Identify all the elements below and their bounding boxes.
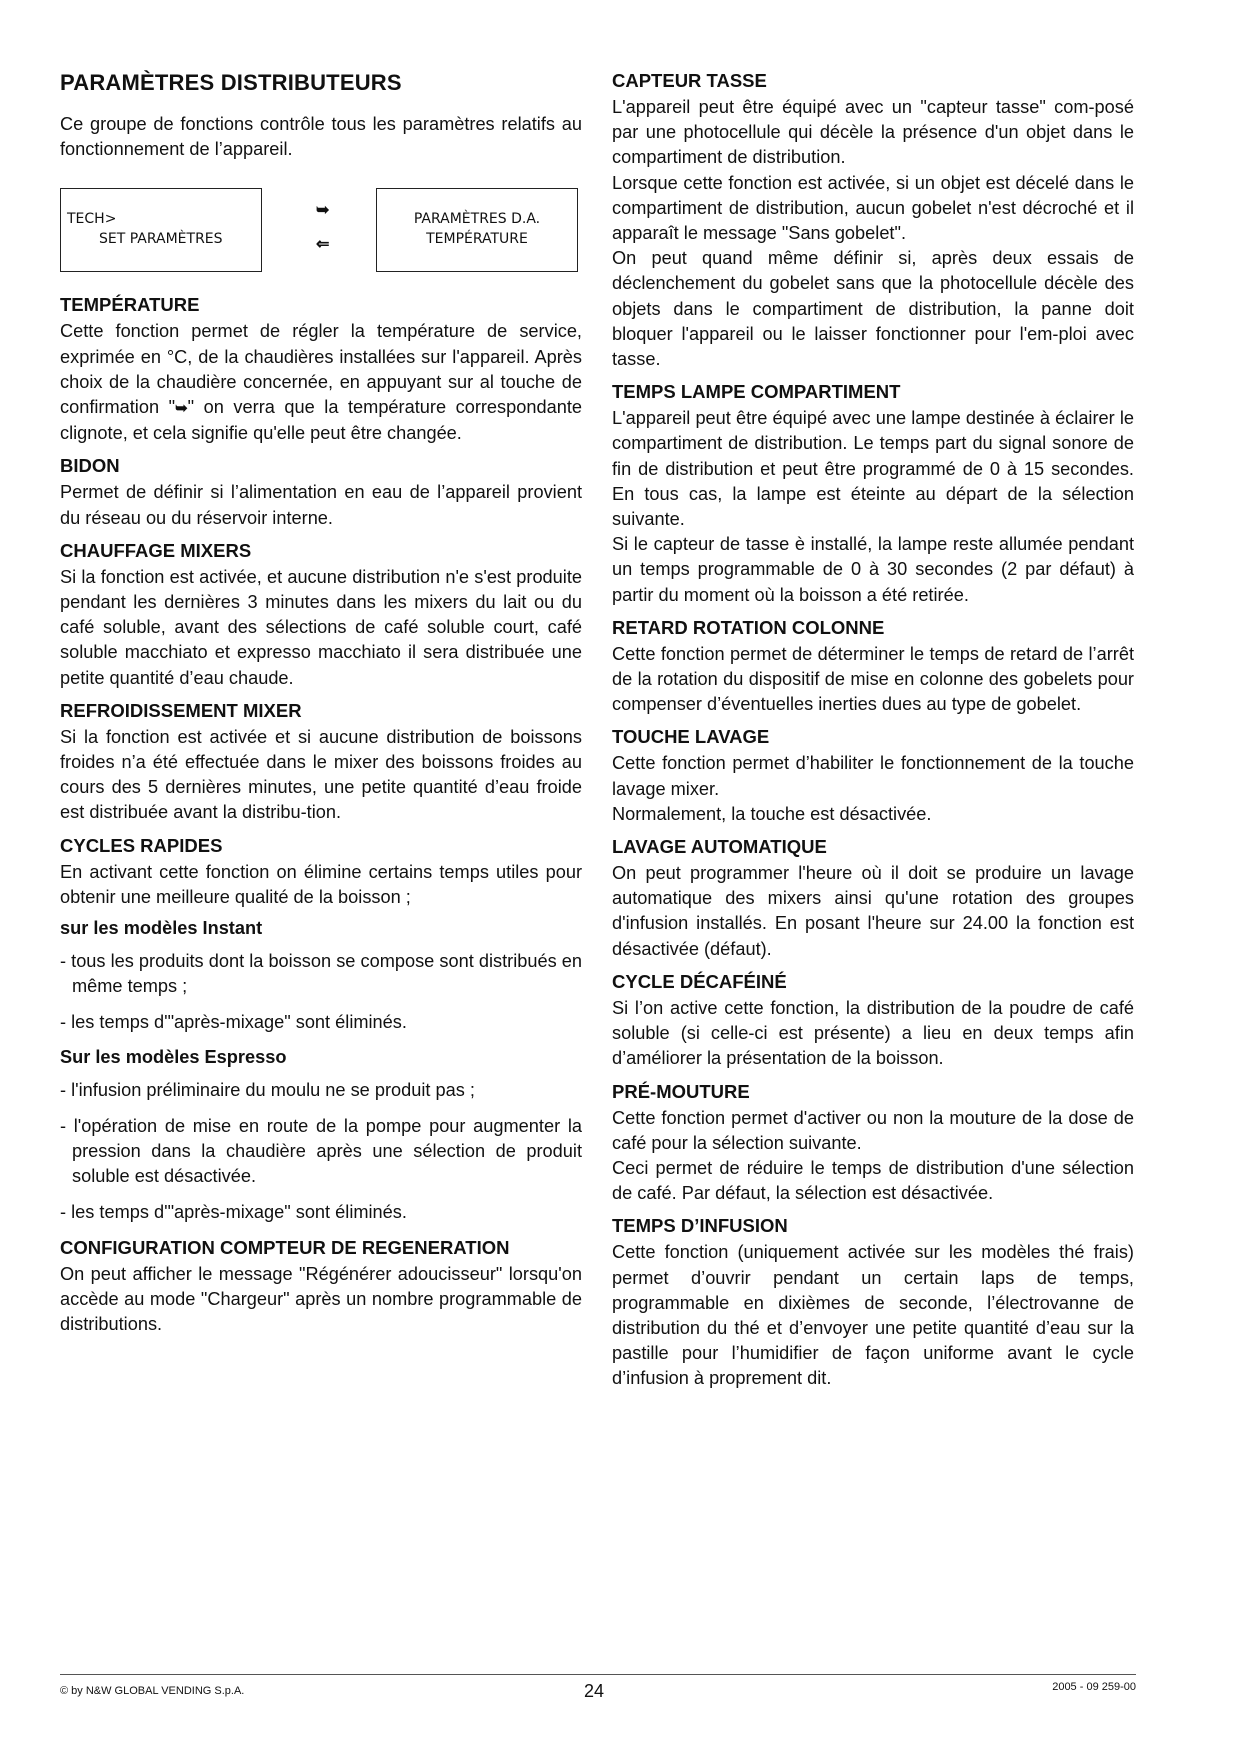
display-param-line1: PARAMÈTRES D.A. bbox=[413, 211, 541, 228]
display-tech-line2: SET PARAMÈTRES bbox=[99, 231, 223, 248]
heading-touche-lavage: TOUCHE LAVAGE bbox=[612, 726, 770, 748]
page-number: 24 bbox=[584, 1681, 605, 1701]
lampe-paragraph-2: Si le capteur de tasse è installé, la lampe reste allumée pendant un temps programmable de 0 à 30 secondes (2 par défaut) à partir du moment où la boisson a été retirée. bbox=[612, 534, 1134, 605]
instant-list-item: - les temps d'"après-mixage" sont éliminés. bbox=[60, 1012, 407, 1033]
left-column bbox=[60, 60, 582, 1337]
configuration-paragraph: On peut afficher le message "Régénérer adoucisseur" lorsqu'on accède au mode "Chargeur" après un nombre programmable de distributions. bbox=[60, 1263, 582, 1335]
display-tech-menu bbox=[60, 188, 262, 272]
heading-configuration-compteur: CONFIGURATION COMPTEUR DE REGENERATION bbox=[60, 1236, 510, 1258]
right-column bbox=[612, 60, 1134, 1392]
display-parameters-menu bbox=[376, 188, 578, 272]
heading-pre-mouture: PRÉ-MOUTURE bbox=[612, 1080, 750, 1102]
capteur-paragraph-1: L'appareil peut être équipé avec un "capteur tasse" com-posé par une photocellule qui décèle la présence d'un objet dans le compartiment de distribution. bbox=[612, 97, 1134, 168]
touche-paragraph-2: Normalement, la touche est désactivée. bbox=[612, 803, 932, 824]
espresso-subheading: Sur les modèles Espresso bbox=[60, 1046, 287, 1067]
heading-temps-infusion: TEMPS D’INFUSION bbox=[612, 1215, 788, 1237]
heading-bidon: BIDON bbox=[60, 455, 120, 477]
heading-cycles-rapides: CYCLES RAPIDES bbox=[60, 834, 223, 856]
footer-divider bbox=[60, 1674, 1136, 1675]
temperature-text-2: " on verra que la température correspondante clignote, et cela signifie qu'elle peut être changée. bbox=[60, 397, 582, 444]
heading-cycle-decafeine: CYCLE DÉCAFÉINÉ bbox=[612, 970, 787, 992]
touche-paragraph-1: Cette fonction permet d’habiliter le fonctionnement de la touche lavage mixer. bbox=[612, 753, 1134, 799]
temperature-paragraph bbox=[60, 319, 582, 446]
capteur-paragraph-2: Lorsque cette fonction est activée, si un objet est décelé dans le compartiment de distribution, aucun gobelet n'est décroché et il apparaît le message "Sans gobelet". bbox=[612, 172, 1134, 244]
decafeine-paragraph: Si l’on active cette fonction, la distribution de la poudre de café soluble (si celle-ci est présente) a lieu en deux temps afin d’améliorer la présentation de la boisson. bbox=[612, 997, 1134, 1069]
heading-retard-rotation: RETARD ROTATION COLONNE bbox=[612, 616, 885, 638]
heading-chauffage-mixers: CHAUFFAGE MIXERS bbox=[60, 539, 252, 561]
bidon-paragraph: Permet de définir si l’alimentation en eau de l’appareil provient du réseau ou du réservoir interne. bbox=[60, 482, 582, 528]
heading-capteur-tasse: CAPTEUR TASSE bbox=[612, 70, 767, 91]
display-tech-line1: TECH> bbox=[67, 211, 117, 228]
chauffage-paragraph: Si la fonction est activée, et aucune distribution n'e s'est produite pendant les dernières 3 minutes dans les mixers du lait ou du café soluble, avant des sélections de café soluble court, café soluble macchiato et expresso macchiato il sera distribuée une petite quantité d’eau chaude. bbox=[60, 566, 582, 688]
lavage-auto-paragraph: On peut programmer l'heure où il doit se produire un lavage automatique des mixers ainsi qu'une rotation des groupes d'infusion installés. En posant l'heure sur 24.00 la fonction est désactivée (défaut). bbox=[612, 863, 1134, 959]
instant-subheading: sur les modèles Instant bbox=[60, 918, 263, 939]
display-param-line2: TEMPÉRATURE bbox=[426, 231, 528, 248]
page-title: PARAMÈTRES DISTRIBUTEURS bbox=[60, 70, 402, 95]
heading-refroidissement: REFROIDISSEMENT MIXER bbox=[60, 699, 302, 721]
infusion-paragraph: Cette fonction (uniquement activée sur les modèles thé frais) permet d’ouvrir pendant un certain laps de temps, programmable en dixièmes de seconde, l’électrovanne de distribution du thé et d’envoyer une petite quantité d’eau sur la pastille pour l’humidifier de façon uniforme avant le cycle d’infusion à proprement dit. bbox=[612, 1242, 1134, 1389]
cycles-paragraph: En activant cette fonction on élimine certains temps utiles pour obtenir une meilleure qualité de la boisson ; bbox=[60, 861, 582, 907]
intro-paragraph: Ce groupe de fonctions contrôle tous les paramètres relatifs au fonctionnement de l’appareil. bbox=[60, 114, 582, 160]
enter-arrow-icon: ➥ bbox=[316, 202, 330, 220]
heading-lavage-automatique: LAVAGE AUTOMATIQUE bbox=[612, 836, 827, 858]
heading-temps-lampe: TEMPS LAMPE COMPARTIMENT bbox=[612, 381, 901, 403]
confirm-key-icon: ➥ bbox=[175, 400, 188, 418]
display-navigation bbox=[60, 188, 582, 274]
instant-list-item: - tous les produits dont la boisson se compose sont distribués en même temps ; bbox=[60, 951, 582, 997]
footer-doc-code: 2005 - 09 259-00 bbox=[1052, 1681, 1136, 1693]
heading-temperature: TEMPÉRATURE bbox=[60, 294, 200, 316]
lampe-paragraph-1: L'appareil peut être équipé avec une lampe destinée à éclairer le compartiment de distribution. Le temps part du signal sonore de fin de distribution et peut être programmé de 0 à 15 secondes. En tous cas, la lampe est éteinte au départ de la sélection suivante. bbox=[612, 408, 1134, 530]
back-arrow-icon: ⇐ bbox=[316, 236, 330, 254]
espresso-list-item: - l'opération de mise en route de la pompe pour augmenter la pression dans la chaudière après une sélection de produit soluble est désactivée. bbox=[60, 1115, 582, 1187]
capteur-paragraph-3: On peut quand même définir si, après deux essais de déclenchement du gobelet sans que la photocellule décèle des objets dans le compartiment de distribution, la panne doit bloquer l'appareil ou le laisser fonctionner pour l'em-ploi avec tasse. bbox=[612, 248, 1134, 370]
temperature-text-1: Cette fonction permet de régler la température de service, exprimée en °C, de la chaudières installées sur l'appareil. Après choix de la chaudière concernée, en appuyant sur al touche de confirmation " bbox=[60, 321, 582, 418]
premouture-paragraph-1: Cette fonction permet d'activer ou non la mouture de la dose de café pour la sélection suivante. bbox=[612, 1107, 1134, 1153]
retard-paragraph: Cette fonction permet de déterminer le temps de retard de l’arrêt de la rotation du dispositif de mise en colonne des gobelets pour compenser d’éventuelles inerties dues au type de gobelet. bbox=[612, 643, 1134, 715]
espresso-list-item: - l'infusion préliminaire du moulu ne se produit pas ; bbox=[60, 1079, 475, 1100]
refroidissement-paragraph: Si la fonction est activée et si aucune distribution de boissons froides n’a été effectuée dans le mixer des boissons froides au cours des 5 dernières minutes, une petite quantité d’eau froide est distribuée avant la distribu-tion. bbox=[60, 726, 582, 823]
footer-copyright: © by N&W GLOBAL VENDING S.p.A. bbox=[60, 1685, 245, 1697]
premouture-paragraph-2: Ceci permet de réduire le temps de distribution d'une sélection de café. Par défaut, la sélection est désactivée. bbox=[612, 1157, 1134, 1204]
espresso-list-item: - les temps d'"après-mixage" sont éliminés. bbox=[60, 1202, 407, 1223]
